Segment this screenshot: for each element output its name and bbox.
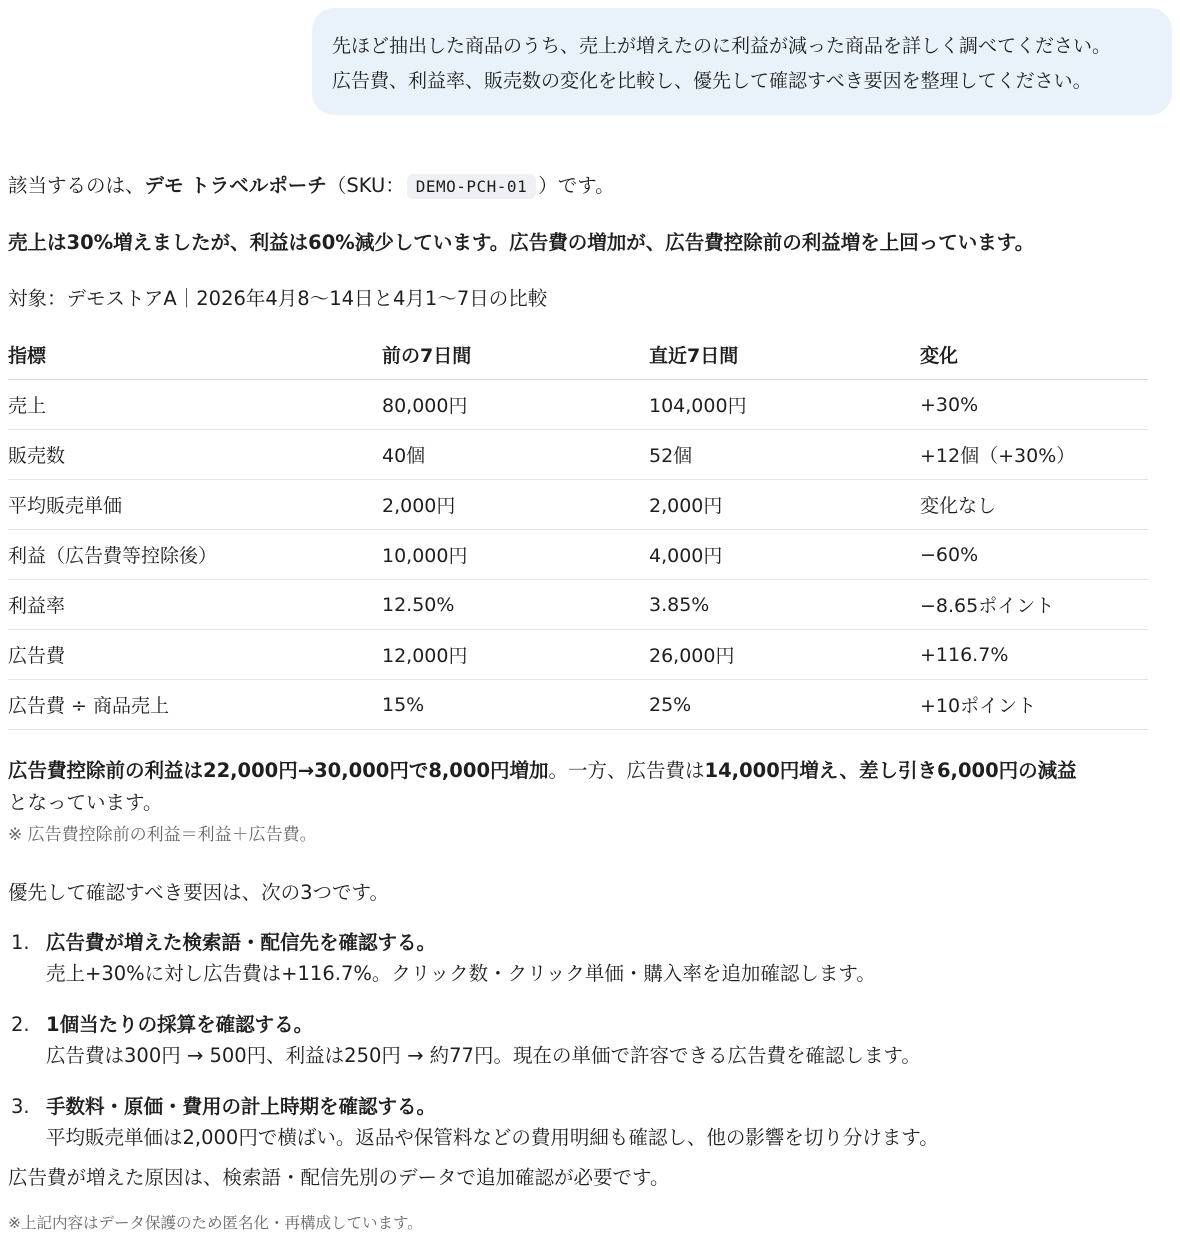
table-cell: 80,000円 <box>382 380 649 430</box>
factors-list <box>8 928 1168 1174</box>
profit-note: ※ 広告費控除前の利益＝利益＋広告費。 <box>8 825 317 845</box>
anonymization-footnote: ※上記内容はデータ保護のため匿名化・再構成しています。 <box>8 1214 423 1232</box>
table-cell: 15% <box>382 680 649 730</box>
profit-bold-2: 14,000円増え、差し引き6,000円の減益 <box>704 759 1077 782</box>
table-cell: 平均販売単価 <box>8 480 382 530</box>
table-cell: 2,000円 <box>649 480 920 530</box>
table-cell: 変化なし <box>920 480 1148 530</box>
table-cell: 40個 <box>382 430 649 480</box>
list-item-desc: 平均販売単価は2,000円で横ばい。返品や保管料などの費用明細も確認し、他の影響を切り分けます。 <box>46 1126 939 1149</box>
table-row <box>8 380 1148 430</box>
list-item-number: 1. <box>11 931 30 954</box>
user-message-bubble <box>312 8 1172 115</box>
header-prev-7days: 前の7日間 <box>382 330 649 380</box>
sku-open: （SKU： <box>326 174 405 197</box>
scope-paragraph: 対象：デモストアA｜2026年4月8〜14日と4月1〜7日の比較 <box>8 287 548 310</box>
table-cell: 利益率 <box>8 580 382 630</box>
table-header-row <box>8 330 1148 380</box>
table-cell: 12,000円 <box>382 630 649 680</box>
list-item-number: 2. <box>11 1013 30 1036</box>
profit-line-1 <box>8 757 1168 785</box>
conclusion-paragraph: 広告費が増えた原因は、検索語・配信先別のデータで追加確認が必要です。 <box>8 1166 670 1189</box>
table-cell: −8.65ポイント <box>920 580 1148 630</box>
table-cell: +30% <box>920 380 1148 430</box>
profit-line-2: となっています。 <box>8 791 163 814</box>
table-row <box>8 630 1148 680</box>
header-metric: 指標 <box>8 330 382 380</box>
factors-intro: 優先して確認すべき要因は、次の3つです。 <box>8 881 389 904</box>
table-cell: +12個（+30%） <box>920 430 1148 480</box>
list-item <box>8 928 1168 990</box>
table-row <box>8 430 1148 480</box>
list-item-title: 手数料・原価・費用の計上時期を確認する。 <box>46 1095 437 1118</box>
list-item <box>8 1092 1168 1154</box>
table-cell: 52個 <box>649 430 920 480</box>
user-message-line-1: 先ほど抽出した商品のうち、売上が増えたのに利益が減った商品を詳しく調べてください。 <box>332 35 1112 57</box>
table-cell: 2,000円 <box>382 480 649 530</box>
table-row <box>8 530 1148 580</box>
table-cell: 4,000円 <box>649 530 920 580</box>
table-cell: 売上 <box>8 380 382 430</box>
list-item-title: 広告費が増えた検索語・配信先を確認する。 <box>46 931 437 954</box>
table-cell: 利益（広告費等控除後） <box>8 530 382 580</box>
intro-prefix: 該当するのは、 <box>8 174 145 197</box>
metrics-table <box>8 330 1148 730</box>
table-cell: 12.50% <box>382 580 649 630</box>
list-item-title: 1個当たりの採算を確認する。 <box>46 1013 314 1036</box>
table-row <box>8 680 1148 730</box>
list-item-desc: 売上+30%に対し広告費は+116.7%。クリック数・クリック単価・購入率を追加確認します。 <box>46 962 876 985</box>
table-cell: 販売数 <box>8 430 382 480</box>
product-name: デモ トラベルポーチ <box>144 174 327 197</box>
table-cell: +10ポイント <box>920 680 1148 730</box>
intro-paragraph <box>8 172 1168 201</box>
profit-paragraph <box>8 757 1168 847</box>
list-item-desc: 広告費は300円 → 500円、利益は250円 → 約77円。現在の単価で許容できる広告費を確認します。 <box>46 1044 921 1067</box>
table-cell: −60% <box>920 530 1148 580</box>
table-cell: 25% <box>649 680 920 730</box>
user-message-line-2: 広告費、利益率、販売数の変化を比較し、優先して確認すべき要因を整理してください。 <box>332 70 1092 92</box>
table-row <box>8 480 1148 530</box>
header-change: 変化 <box>920 330 1148 380</box>
list-item-number: 3. <box>11 1095 30 1118</box>
profit-normal: 。一方、広告費は <box>548 759 705 782</box>
table-cell: 104,000円 <box>649 380 920 430</box>
profit-bold-1: 広告費控除前の利益は22,000円→30,000円で8,000円増加 <box>8 759 549 782</box>
table-cell: +116.7% <box>920 630 1148 680</box>
sku-code: DEMO-PCH-01 <box>407 174 536 199</box>
table-cell: 広告費 <box>8 630 382 680</box>
table-cell: 10,000円 <box>382 530 649 580</box>
table-cell: 3.85% <box>649 580 920 630</box>
sku-close: ）です。 <box>538 174 615 197</box>
list-item <box>8 1010 1168 1072</box>
header-recent-7days: 直近7日間 <box>649 330 920 380</box>
table-cell: 広告費 ÷ 商品売上 <box>8 680 382 730</box>
table-row <box>8 580 1148 630</box>
summary-paragraph: 売上は30%増えましたが、利益は60%減少しています。広告費の増加が、広告費控除前の利益増を上回っています。 <box>8 231 1035 254</box>
table-cell: 26,000円 <box>649 630 920 680</box>
